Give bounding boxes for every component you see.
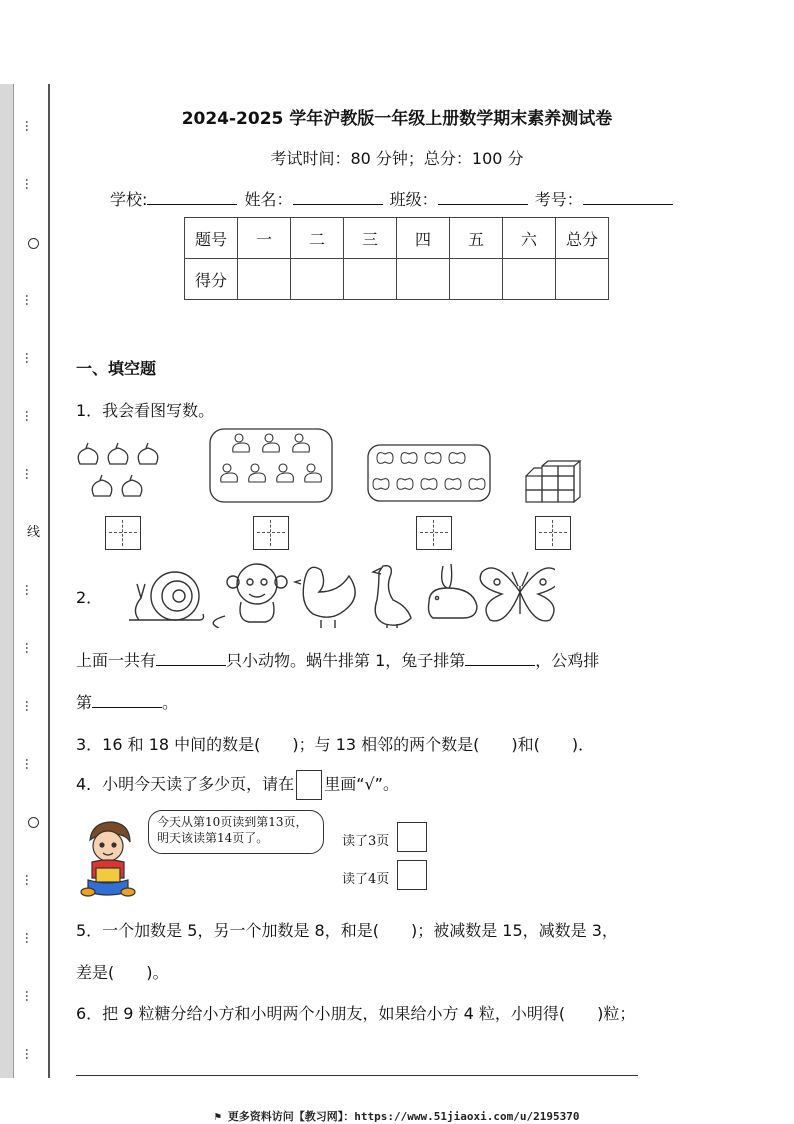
margin-dots: … [23,410,37,422]
question-2-line-2 [76,690,178,713]
section-title: 一、填空题 [76,359,157,378]
margin-dots: … [23,758,37,770]
student-info-row [110,187,675,210]
footer-link[interactable]: ⚑ 更多资料访问【教习网】：https://www.51jiaoxi.com/u/2195370 [214,1110,580,1123]
score-input-cell[interactable] [556,259,609,300]
score-row-label: 得分 [185,259,238,300]
option-box-3-pages[interactable] [397,822,427,852]
score-cell: 二 [291,218,344,259]
score-input-cell[interactable] [344,259,397,300]
q2-text-b: 只小动物。蜗牛排第 1，兔子排第 [226,651,466,670]
score-cell: 一 [238,218,291,259]
answer-box-peaches[interactable] [105,516,141,550]
answer-box-butterflies[interactable] [416,516,452,550]
binding-line [48,84,50,1078]
q2-blank-rooster[interactable] [92,693,162,708]
cubes-icon [524,460,586,504]
q4-text-b: 里画“√”。 [324,774,399,794]
margin-circle [28,238,39,249]
score-cell: 三 [344,218,397,259]
option-label-4-pages: 读了4页 [342,872,390,887]
animals-row [125,556,555,628]
score-cell: 题号 [185,218,238,259]
q2-text-a: 上面一共有 [76,651,157,670]
margin-dots: … [23,932,37,944]
answer-box-ducks[interactable] [253,516,289,550]
margin-dots: … [23,874,37,886]
speech-bubble [148,810,324,854]
goose-icon [373,566,411,628]
name-label: 姓名： [244,190,293,209]
monkey-icon [213,564,287,628]
exam-number-label: 考号： [534,190,583,209]
footer-text[interactable]: 更多资料访问【教习网】：https://www.51jiaoxi.com/u/2195370 [227,1110,580,1123]
question-6: 6．把 9 粒糖分给小方和小明两个小朋友，如果给小方 4 粒，小明得( )粒； [76,1004,636,1023]
score-cell: 四 [397,218,450,259]
answer-box-cubes[interactable] [535,516,571,550]
margin-dots: … [23,1048,37,1060]
question-5-line-1: 5．一个加数是 5，另一个加数是 8，和是( )；被减数是 15，减数是 3， [76,921,618,940]
snail-icon [129,572,204,620]
butterfly-icon [480,568,555,621]
margin-dots: … [23,178,37,190]
margin-dots: … [23,352,37,364]
q2-blank-total[interactable] [156,651,226,666]
q2-text-e: 。 [162,693,179,712]
check-box-sample [296,770,322,800]
margin-dots: … [23,468,37,480]
score-input-cell[interactable] [450,259,503,300]
rooster-icon [295,567,355,628]
margin-circle [28,817,39,828]
rabbit-icon [429,564,478,618]
score-input-cell[interactable] [291,259,344,300]
school-field[interactable] [147,190,237,205]
exam-info: 考试时间：80 分钟；总分：100 分 [270,149,524,168]
margin-dots: … [23,584,37,596]
option-label-3-pages: 读了3页 [342,834,390,849]
margin-line-label: 线 [27,525,41,540]
q4-text-a: 4．小明今天读了多少页，请在 [76,774,295,794]
q2-text-d: 第 [76,693,93,712]
option-box-4-pages[interactable] [397,860,427,890]
bubble-line-2: 明天该读第14页了。 [157,831,269,845]
score-input-cell[interactable] [238,259,291,300]
margin-dots: … [23,990,37,1002]
score-input-cell[interactable] [397,259,450,300]
score-table-header-row [185,218,609,259]
question-4 [76,770,399,800]
q2-blank-rabbit[interactable] [465,651,535,666]
answer-line [76,1075,638,1076]
butterflies-icon [367,444,491,502]
margin-dots: … [23,642,37,654]
score-cell: 五 [450,218,503,259]
score-cell: 六 [503,218,556,259]
score-input-cell[interactable] [503,259,556,300]
question-2-line-1 [76,648,599,671]
page-title: 2024-2025 学年沪教版一年级上册数学期末素养测试卷 [181,109,613,129]
margin-dots: … [23,120,37,132]
score-cell: 总分 [556,218,609,259]
ducks-icon [209,428,333,503]
q2-text-c: ，公鸡排 [535,651,600,670]
class-label: 班级： [389,190,438,209]
margin-dots: … [23,700,37,712]
margin-dots: … [23,294,37,306]
question-3: 3．16 和 18 中间的数是( )；与 13 相邻的两个数是( )和( )． [76,735,595,754]
score-table [184,217,609,300]
school-label: 学校: [110,190,148,209]
boy-reading-icon [78,818,140,898]
question-1: 1．我会看图写数。 [76,401,215,420]
bubble-line-1: 今天从第10页读到第13页， [157,815,308,829]
binding-strip [0,84,14,1078]
question-2-number: 2． [76,588,103,607]
name-field[interactable] [293,190,383,205]
peaches-icon [72,438,172,504]
exam-number-field[interactable] [583,190,673,205]
question-5-line-2: 差是( )。 [76,963,169,982]
score-table-score-row [185,259,609,300]
class-field[interactable] [438,190,528,205]
